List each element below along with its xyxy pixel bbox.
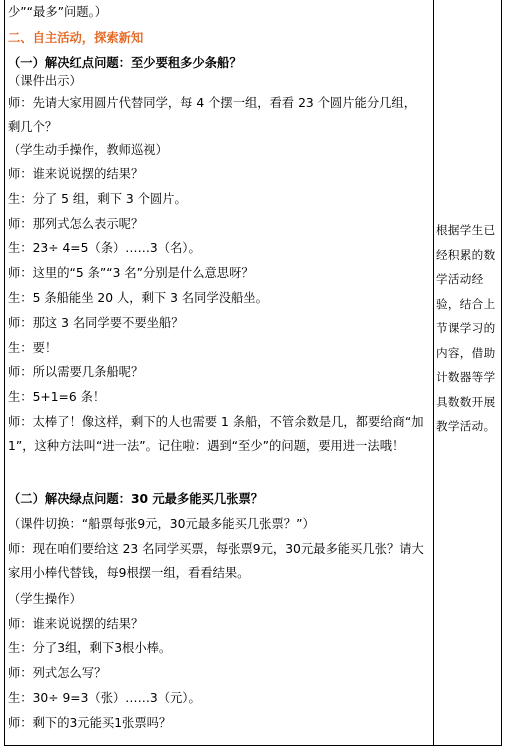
student-line: 生：30÷ 9=3（张）……3（元）。 xyxy=(8,691,201,705)
stage-direction: （学生操作） xyxy=(8,592,82,606)
stage-direction: （课件切换：“船票每张9元，30元最多能买几张票？”） xyxy=(8,517,315,531)
teacher-line: 师：谁来说说摆的结果？ xyxy=(8,617,144,631)
student-line: 生：分了 5 组，剩下 3 个圆片。 xyxy=(8,192,187,206)
teacher-line: 师：太棒了！像这样，剩下的人也需要 1 条船，不管余数是几，都要给商“加 1”，这种方法叫“进一法”。记住啦：遇到“至少”的问题，要用进一法哦！ xyxy=(8,415,424,453)
teacher-line: 师：剩下的3元能买1张票吗？ xyxy=(8,716,172,730)
section-heading: 二、自主活动，探索新知 xyxy=(8,31,144,45)
teacher-line: 师：列式怎么写？ xyxy=(8,666,107,680)
teacher-line: 师：所以需要几条船呢？ xyxy=(8,365,144,379)
teacher-line: 师：这里的“5 条”“3 名”分别是什么意思呀？ xyxy=(8,266,254,280)
student-line: 生：5+1=6 条！ xyxy=(8,390,106,404)
subsection-heading: （一）解决红点问题：至少要租多少条船？ xyxy=(8,56,242,70)
side-note: 根据学生已经积累的数学活动经验，结合上节课学习的内容，借助计数器等学具数数开展教学活动。 xyxy=(436,223,496,433)
stage-direction: （课件出示） xyxy=(8,74,82,88)
teacher-line: 师：那列式怎么表示呢？ xyxy=(8,217,144,231)
teacher-line: 师：现在咱们要给这 23 名同学买票，每张票9元，30元最多能买几张？请大家用小棒代替钱，每9根摆一组，看看结果。 xyxy=(8,542,424,580)
teacher-line: 师：那这 3 名同学要不要坐船？ xyxy=(8,316,184,330)
student-line: 生：5 条船能坐 20 人，剩下 3 名同学没船坐。 xyxy=(8,291,268,305)
teacher-line: 师：谁来说说摆的结果？ xyxy=(8,167,144,181)
teacher-line: 师：先请大家用圆片代替同学，每 4 个摆一组，看看 23 个圆片能分几组，剩几个？ xyxy=(8,96,417,134)
text-line: 少”“最多”问题。） xyxy=(8,5,108,19)
student-line: 生：分了3组，剩下3根小棒。 xyxy=(8,641,172,655)
subsection-heading: （二）解决绿点问题：30 元最多能买几张票？ xyxy=(8,492,264,506)
student-line: 生：要！ xyxy=(8,341,58,355)
student-line: 生：23÷ 4=5（条）……3（名）。 xyxy=(8,241,201,255)
stage-direction: （学生动手操作，教师巡视） xyxy=(8,143,168,157)
